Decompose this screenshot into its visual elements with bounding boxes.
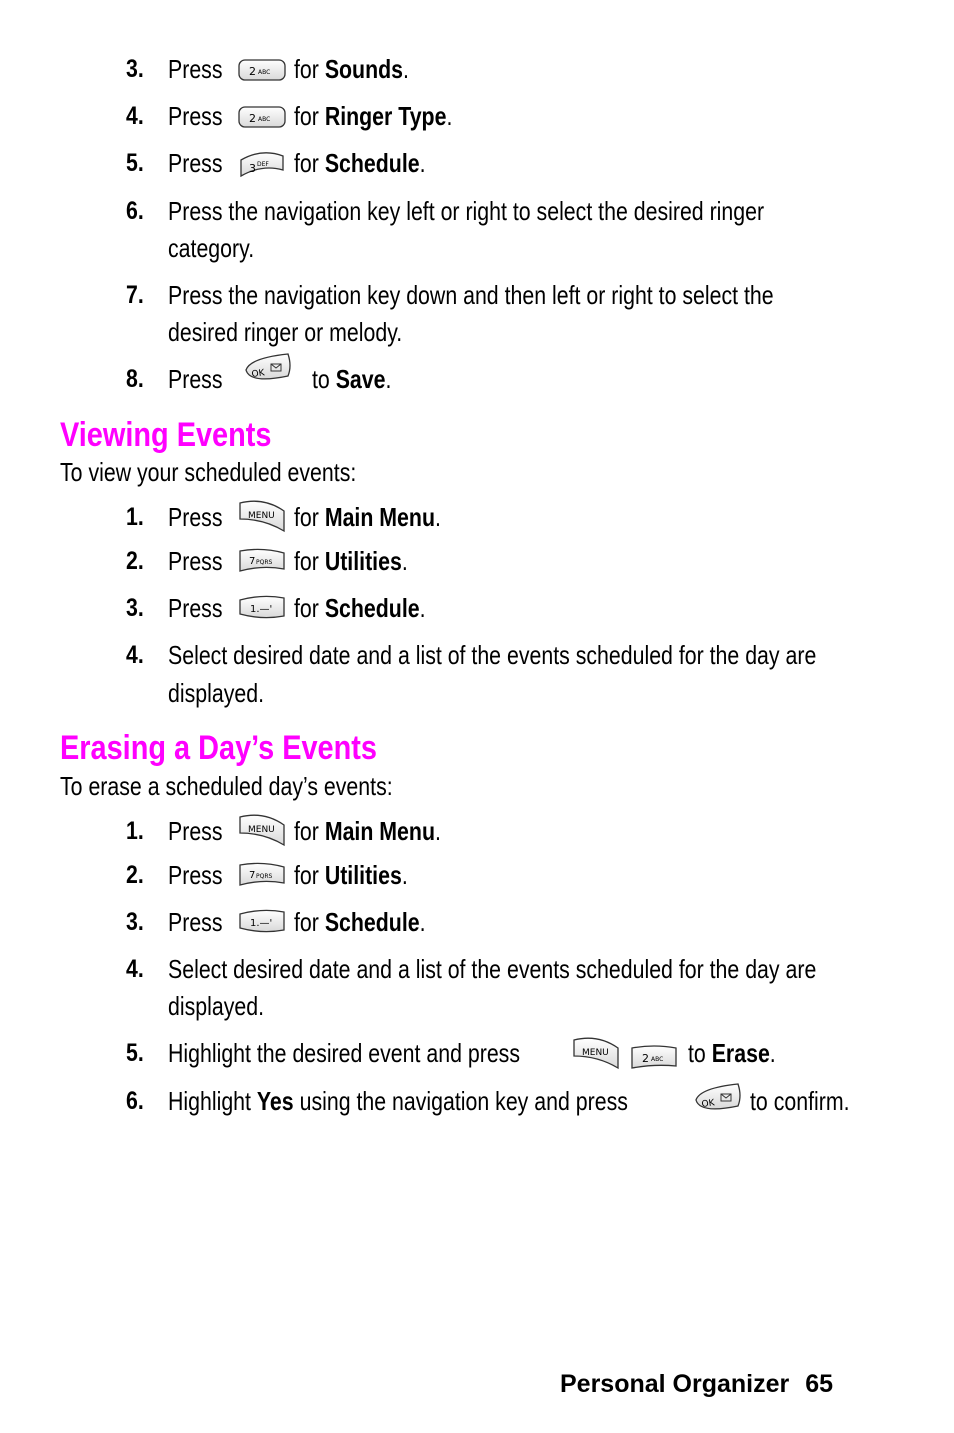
step-number: 2. xyxy=(126,547,144,575)
svg-text:ABC: ABC xyxy=(651,1056,664,1063)
key-ok-icon xyxy=(242,352,294,390)
step-number: 3. xyxy=(126,55,144,83)
step-number: 1. xyxy=(126,817,144,845)
step-text: for Schedule. xyxy=(294,907,426,937)
menu-name: Main Menu xyxy=(324,816,435,846)
svg-text:MENU: MENU xyxy=(248,825,275,835)
step-number: 4. xyxy=(126,102,144,130)
step-text: for Utilities. xyxy=(294,860,408,890)
page-number: 65 xyxy=(805,1370,834,1398)
step-text: to Erase. xyxy=(688,1038,776,1068)
key-1-icon xyxy=(238,908,286,938)
step-text: Press xyxy=(168,101,223,131)
key-7pqrs-icon xyxy=(238,547,286,575)
step-text: for Schedule. xyxy=(294,593,426,623)
svg-text:MENU: MENU xyxy=(582,1048,609,1058)
step-text: for Main Menu. xyxy=(294,816,441,846)
svg-text:MENU: MENU xyxy=(248,511,275,521)
menu-name: Save xyxy=(335,364,386,394)
step-text: for Main Menu. xyxy=(294,502,441,532)
step-text: Press the navigation key down and then left or right to select the xyxy=(168,280,774,310)
menu-name: Ringer Type xyxy=(324,101,447,131)
svg-text:DEF: DEF xyxy=(257,161,269,168)
svg-text:2: 2 xyxy=(249,65,256,78)
section-intro: To view your scheduled events: xyxy=(60,457,357,487)
step-text: Press xyxy=(168,907,223,937)
svg-text:7: 7 xyxy=(249,870,256,881)
key-ok-icon xyxy=(692,1080,744,1120)
section-heading-erasing: Erasing a Day’s Events xyxy=(60,729,377,767)
svg-text:ABC: ABC xyxy=(258,116,271,123)
svg-text:OK: OK xyxy=(251,368,266,380)
menu-name: Main Menu xyxy=(324,502,435,532)
step-text: Press xyxy=(168,148,223,178)
key-1-icon xyxy=(238,594,286,624)
step-text: for Ringer Type. xyxy=(294,101,453,131)
step-number: 5. xyxy=(126,1039,144,1067)
step-text: for Sounds. xyxy=(294,54,409,84)
step-text: to Save. xyxy=(312,364,392,394)
step-text: Press xyxy=(168,593,223,623)
step-text: category. xyxy=(168,233,255,263)
step-text: for Utilities. xyxy=(294,546,408,576)
key-3def-icon xyxy=(238,150,286,180)
menu-name: Sounds xyxy=(324,54,403,84)
step-text: for Schedule. xyxy=(294,148,426,178)
step-text: Press xyxy=(168,502,223,532)
svg-text:3: 3 xyxy=(249,162,256,175)
svg-text:OK: OK xyxy=(701,1098,716,1110)
step-text: displayed. xyxy=(168,991,265,1021)
step-number: 8. xyxy=(126,365,144,393)
svg-text:PQRS: PQRS xyxy=(256,559,273,566)
menu-name: Erase xyxy=(711,1038,770,1068)
step-number: 2. xyxy=(126,861,144,889)
svg-text:2: 2 xyxy=(249,112,256,125)
step-number: 1. xyxy=(126,503,144,531)
step-text: Press the navigation key left or right to select the desired ringer xyxy=(168,196,765,226)
step-number: 3. xyxy=(126,594,144,622)
step-number: 4. xyxy=(126,955,144,983)
page-footer xyxy=(560,1370,833,1399)
menu-name: Schedule xyxy=(324,593,420,623)
key-2abc-icon xyxy=(630,1044,678,1072)
section-heading-viewing: Viewing Events xyxy=(60,416,272,454)
svg-text:7: 7 xyxy=(249,556,256,567)
step-text: Press xyxy=(168,364,223,394)
key-2abc-icon xyxy=(238,58,286,82)
step-number: 5. xyxy=(126,149,144,177)
svg-text:ABC: ABC xyxy=(258,69,271,76)
step-text: Highlight the desired event and press xyxy=(168,1038,521,1068)
svg-text:PQRS: PQRS xyxy=(256,873,273,880)
key-menu-icon xyxy=(238,497,288,535)
step-text: Press xyxy=(168,54,223,84)
menu-name: Utilities xyxy=(324,860,402,890)
step-text: Press xyxy=(168,816,223,846)
key-menu-icon xyxy=(238,811,288,849)
key-2abc-icon xyxy=(238,105,286,129)
step-number: 3. xyxy=(126,908,144,936)
step-text: Press xyxy=(168,546,223,576)
footer-section: Personal Organizer xyxy=(560,1370,790,1398)
step-text: displayed. xyxy=(168,678,265,708)
step-number: 4. xyxy=(126,641,144,669)
menu-name: Utilities xyxy=(324,546,402,576)
step-number: 6. xyxy=(126,1087,144,1115)
step-text: Highlight Yes using the navigation key and press xyxy=(168,1086,628,1116)
svg-text:2: 2 xyxy=(642,1052,649,1065)
step-text: desired ringer or melody. xyxy=(168,317,403,347)
svg-text:1.—': 1.—' xyxy=(250,604,273,615)
step-text: Select desired date and a list of the events scheduled for the day are xyxy=(168,954,817,984)
menu-name: Schedule xyxy=(324,907,420,937)
step-number: 6. xyxy=(126,197,144,225)
menu-name: Schedule xyxy=(324,148,420,178)
step-text: Select desired date and a list of the events scheduled for the day are xyxy=(168,640,817,670)
step-number: 7. xyxy=(126,281,144,309)
key-menu-icon xyxy=(572,1034,622,1072)
step-text: Press xyxy=(168,860,223,890)
option-name: Yes xyxy=(256,1086,294,1116)
section-intro: To erase a scheduled day’s events: xyxy=(60,771,393,801)
svg-text:1.—': 1.—' xyxy=(250,918,273,929)
key-7pqrs-icon xyxy=(238,861,286,889)
step-text: to confirm. xyxy=(750,1086,850,1116)
